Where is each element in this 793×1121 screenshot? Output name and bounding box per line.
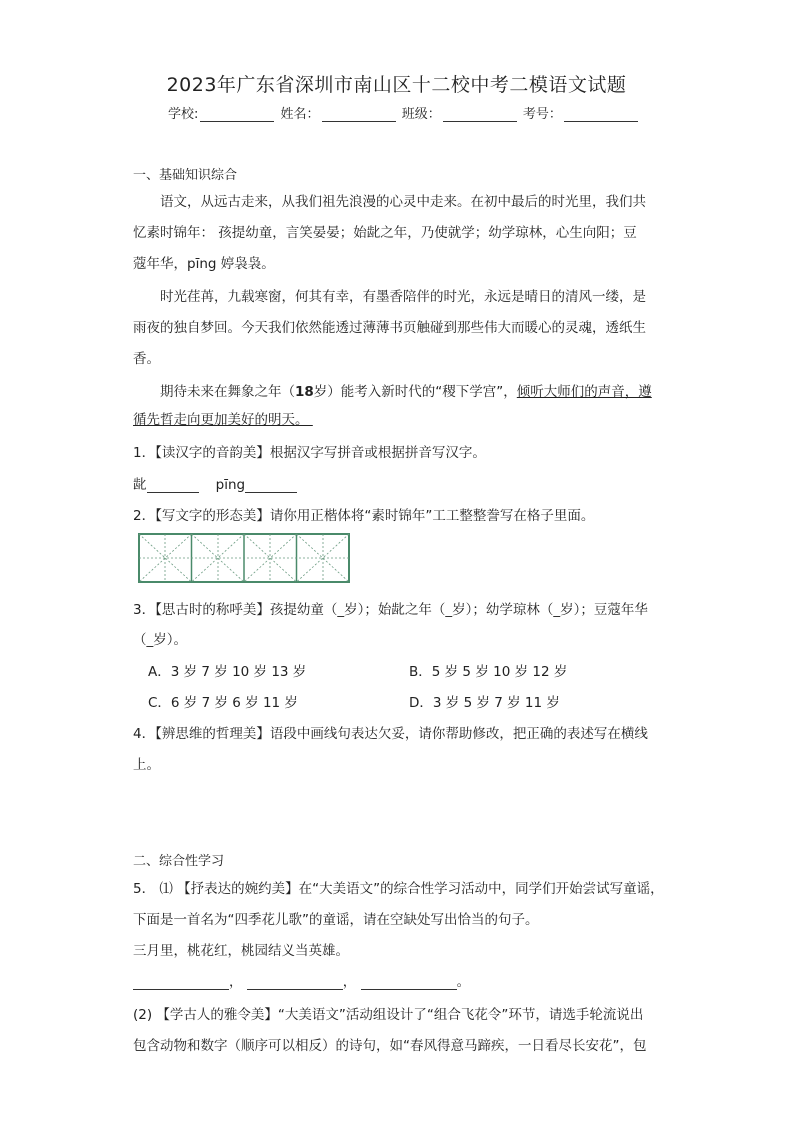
passage-line xyxy=(133,408,313,428)
passage-line: 时光荏苒，九载寒窗，何其有幸，有墨香陪伴的时光，永远是晴日的清风一缕，是 xyxy=(160,289,646,305)
question-2: 2．【写文字的形态美】请你用正楷体将“素时锦年”工工整整誊写在格子里面。 xyxy=(133,508,595,524)
question-3: 3．【思古时的称呼美】孩提幼童（_岁）；始龀之年（_岁）；幼学琼林（_岁）；豆蔻年华 xyxy=(133,602,648,618)
name-blank[interactable] xyxy=(322,107,396,122)
section-heading: 二、综合性学习 xyxy=(133,854,225,869)
answer-blank[interactable] xyxy=(133,976,229,990)
exam-number-blank[interactable] xyxy=(564,107,638,122)
underlined-sentence: 循先哲走向更加美好的明天。 xyxy=(133,412,309,428)
question-5-1: 5． ⑴ 【抒表达的婉约美】在“大美语文”的综合性学习活动中，同学们开始尝试写童谣， xyxy=(133,881,664,897)
question-3-cont: （_岁）。 xyxy=(133,632,187,648)
option-b[interactable]: B．5 岁 5 岁 10 岁 12 岁 xyxy=(409,664,568,680)
answer-blank[interactable] xyxy=(361,976,457,990)
passage-line: 蔻年华，pīng 婷袅袅。 xyxy=(133,256,275,272)
name-label: 姓名： xyxy=(280,107,320,122)
page-title: 2023年广东省深圳市南山区十二校中考二模语文试题 xyxy=(166,74,627,96)
passage-line: 语文，从远古走来，从我们祖先浪漫的心灵中走来。在初中最后的时光里，我们共 xyxy=(160,194,646,210)
school-blank[interactable] xyxy=(200,107,274,122)
answer-blank[interactable] xyxy=(247,976,343,990)
option-a[interactable]: A．3 岁 7 岁 10 岁 13 岁 xyxy=(148,664,307,680)
passage-line: 期待未来在舞象之年（18岁）能考入新时代的“稷下学宫”，倾听大师们的声音，遵 xyxy=(160,384,652,400)
poem-line: 三月里，桃花红，桃园结义当英雄。 xyxy=(133,943,349,959)
passage-line: 忆素时锦年： 孩提幼童，言笑晏晏；始龀之年，乃使就学；幼学琼林，心生向阳；豆 xyxy=(133,225,637,241)
exam-number-label: 考号： xyxy=(522,107,562,122)
question-4-cont: 上。 xyxy=(133,757,160,773)
class-blank[interactable] xyxy=(443,107,517,122)
section-heading: 一、基础知识综合 xyxy=(133,168,238,183)
option-d[interactable]: D．3 岁 5 岁 7 岁 11 岁 xyxy=(409,695,560,711)
passage-line: 雨夜的独自梦回。今天我们依然能透过薄薄书页触碰到那些伟大而暖心的灵魂，透纸生 xyxy=(133,320,646,336)
answer-blank[interactable] xyxy=(147,479,199,493)
question-5-1-cont: 下面是一首名为“四季花儿歌”的童谣，请在空缺处写出恰当的句子。 xyxy=(133,912,539,928)
question-4: 4．【辨思维的哲理美】语段中画线句表达欠妥，请你帮助修改，把正确的表述写在横线 xyxy=(133,726,648,742)
school-label: 学校: xyxy=(168,107,199,122)
underlined-sentence: 倾听大师们的声音，遵 xyxy=(516,384,652,400)
question-5-2-cont: 包含动物和数字（顺序可以相反）的诗句，如“春风得意马蹄疾，一日看尽长安花”，包 xyxy=(133,1038,647,1054)
writing-grid[interactable] xyxy=(138,533,350,583)
passage-line: 香。 xyxy=(133,351,160,367)
question-5-2: (2) 【学古人的雅令美】“大美语文”活动组设计了“组合飞花令”环节，请选手轮流说出 xyxy=(133,1007,644,1023)
class-label: 班级： xyxy=(401,107,441,122)
student-info-row xyxy=(168,103,640,122)
poem-answer-line: ， ， 。 xyxy=(133,970,470,990)
answer-blank[interactable] xyxy=(245,479,297,493)
option-c[interactable]: C．6 岁 7 岁 6 岁 11 岁 xyxy=(148,695,298,711)
question-1-answers: 龀 pīng xyxy=(133,473,297,493)
question-1: 1．【读汉字的音韵美】根据汉字写拼音或根据拼音写汉字。 xyxy=(133,445,486,461)
